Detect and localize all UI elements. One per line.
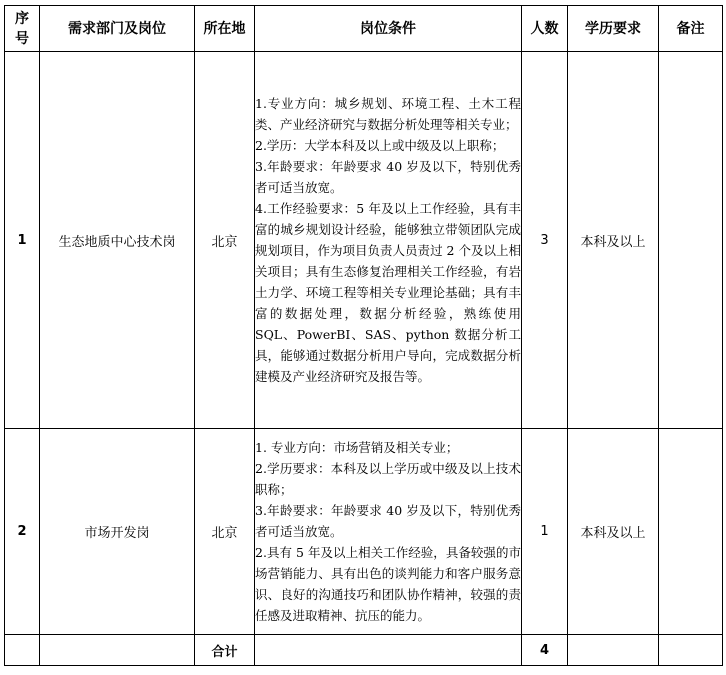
header-index: [5, 6, 40, 52]
row-location: 北京: [195, 429, 255, 635]
condition-line: 2.学历要求：本科及以上学历或中级及以上技术职称；: [255, 461, 521, 497]
row-department: 市场开发岗: [40, 429, 195, 635]
total-label: 合计: [195, 635, 255, 666]
total-empty-cell: [40, 635, 195, 666]
row-count: 3: [522, 52, 568, 429]
row-conditions: [255, 429, 522, 635]
row-remarks: [659, 52, 723, 429]
row-conditions: [255, 52, 522, 429]
header-department: 需求部门及岗位: [40, 6, 195, 52]
row-index: 1: [5, 52, 40, 429]
total-count: 4: [522, 635, 568, 666]
header-row: [5, 6, 723, 52]
header-index-text: 序号: [15, 10, 29, 47]
row-department: 生态地质中心技术岗: [40, 52, 195, 429]
total-row: [5, 635, 723, 666]
row-index: 2: [5, 429, 40, 635]
header-education: 学历要求: [568, 6, 659, 52]
condition-line: 3.年龄要求：年龄要求 40 岁及以下，特别优秀者可适当放宽。: [255, 159, 521, 195]
row-remarks: [659, 429, 723, 635]
total-empty-cell: [255, 635, 522, 666]
row-location: 北京: [195, 52, 255, 429]
condition-line: 3.年龄要求：年龄要求 40 岁及以下，特别优秀者可适当放宽。: [255, 503, 521, 539]
condition-line: 1.专业方向：城乡规划、环境工程、土木工程类、产业经济研究与数据分析处理等相关专业；: [255, 96, 521, 132]
recruitment-table: [4, 5, 723, 666]
total-empty-cell: [568, 635, 659, 666]
condition-line: 1. 专业方向：市场营销及相关专业；: [255, 440, 459, 455]
header-location: 所在地: [195, 6, 255, 52]
condition-line: 2.学历：大学本科及以上或中级及以上职称；: [255, 138, 505, 153]
header-count: 人数: [522, 6, 568, 52]
row-education: 本科及以上: [568, 429, 659, 635]
table-row: [5, 429, 723, 635]
condition-line: 2.具有 5 年及以上相关工作经验，具备较强的市场营销能力、具有出色的谈判能力和客户服务意识、良好的沟通技巧和团队协作精神，较强的责任感及进取精神、抗压的能力。: [255, 545, 521, 623]
total-empty-cell: [659, 635, 723, 666]
condition-line: 4.工作经验要求：5 年及以上工作经验，具有丰富的城乡规划设计经验，能够独立带领团队完成规划项目，作为项目负责人员责过 2 个及以上相关项目；具有生态修复治理相关工作经验，有岩土力学、环境工程等相关专业理论基础；具有丰富的数据处理，数据分析经验，熟练使用 SQL、PowerBI、SAS、python 数据分析工具，能够通过数据分析用户导向，完成数据分析建模及产业经济研究及报告等。: [255, 201, 521, 384]
table-row: [5, 52, 723, 429]
header-remarks: 备注: [659, 6, 723, 52]
row-education: 本科及以上: [568, 52, 659, 429]
header-conditions: 岗位条件: [255, 6, 522, 52]
row-count: 1: [522, 429, 568, 635]
total-empty-cell: [5, 635, 40, 666]
